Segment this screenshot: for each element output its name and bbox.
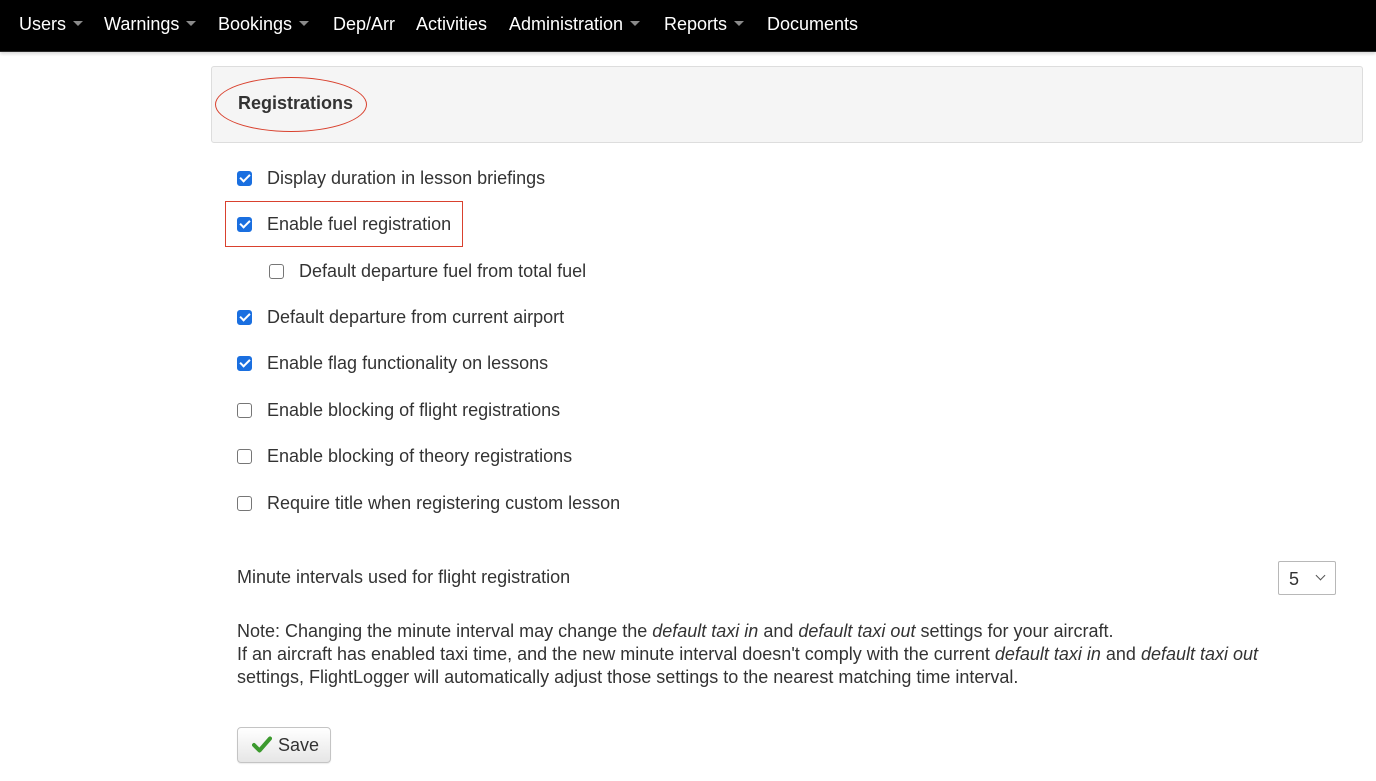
nav-reports[interactable]: Reports [664,0,744,48]
option-label: Enable blocking of theory registrations [267,446,573,466]
checkbox[interactable] [237,171,252,186]
option-label: Default departure from current airport [267,307,565,327]
option-label: Enable fuel registration [267,214,452,234]
checkbox[interactable] [237,449,252,464]
note-line-1: Note: Changing the minute interval may change the default taxi in and default taxi out settings for your aircraft. [237,621,1114,641]
panel-title: Registrations [238,93,354,113]
chevron-down-icon [186,21,196,26]
chevron-down-icon [630,21,640,26]
registrations-panel-heading [211,66,1363,143]
checkbox[interactable] [237,356,252,371]
nav-warnings[interactable]: Warnings [104,0,196,48]
chevron-down-icon [1316,571,1326,581]
note-text [237,620,1258,689]
nav-dep-arr[interactable]: Dep/Arr [333,14,396,34]
checkmark-icon [252,734,272,754]
nav-bookings[interactable]: Bookings [218,0,309,48]
chevron-down-icon [299,21,309,26]
save-label: Save [278,735,320,755]
option-label: Enable blocking of flight registrations [267,400,561,420]
checkbox[interactable] [237,217,252,232]
minute-interval-select[interactable] [1278,561,1336,595]
checkbox[interactable] [237,310,252,325]
save-button[interactable] [237,727,331,763]
minute-interval-label: Minute intervals used for flight registration [237,567,571,587]
checkbox[interactable] [269,264,284,279]
checkbox[interactable] [237,496,252,511]
nav-documents[interactable]: Documents [767,14,859,34]
select-value: 5 [1289,569,1300,589]
option-label: Default departure fuel from total fuel [299,261,587,281]
option-label: Require title when registering custom lesson [267,493,621,513]
chevron-down-icon [73,21,83,26]
checkbox[interactable] [237,403,252,418]
option-label: Display duration in lesson briefings [267,168,546,188]
option-label: Enable flag functionality on lessons [267,353,549,373]
top-navbar [0,0,1376,52]
note-line-2: If an aircraft has enabled taxi time, and the new minute interval doesn't comply with the current default taxi in and default taxi out [237,644,1259,664]
note-line-3: settings, FlightLogger will automatically adjust those settings to the nearest matching time interval. [237,667,1019,687]
nav-users[interactable]: Users [19,0,83,48]
nav-administration[interactable]: Administration [509,0,640,48]
chevron-down-icon [734,21,744,26]
nav-activities[interactable]: Activities [416,14,488,34]
